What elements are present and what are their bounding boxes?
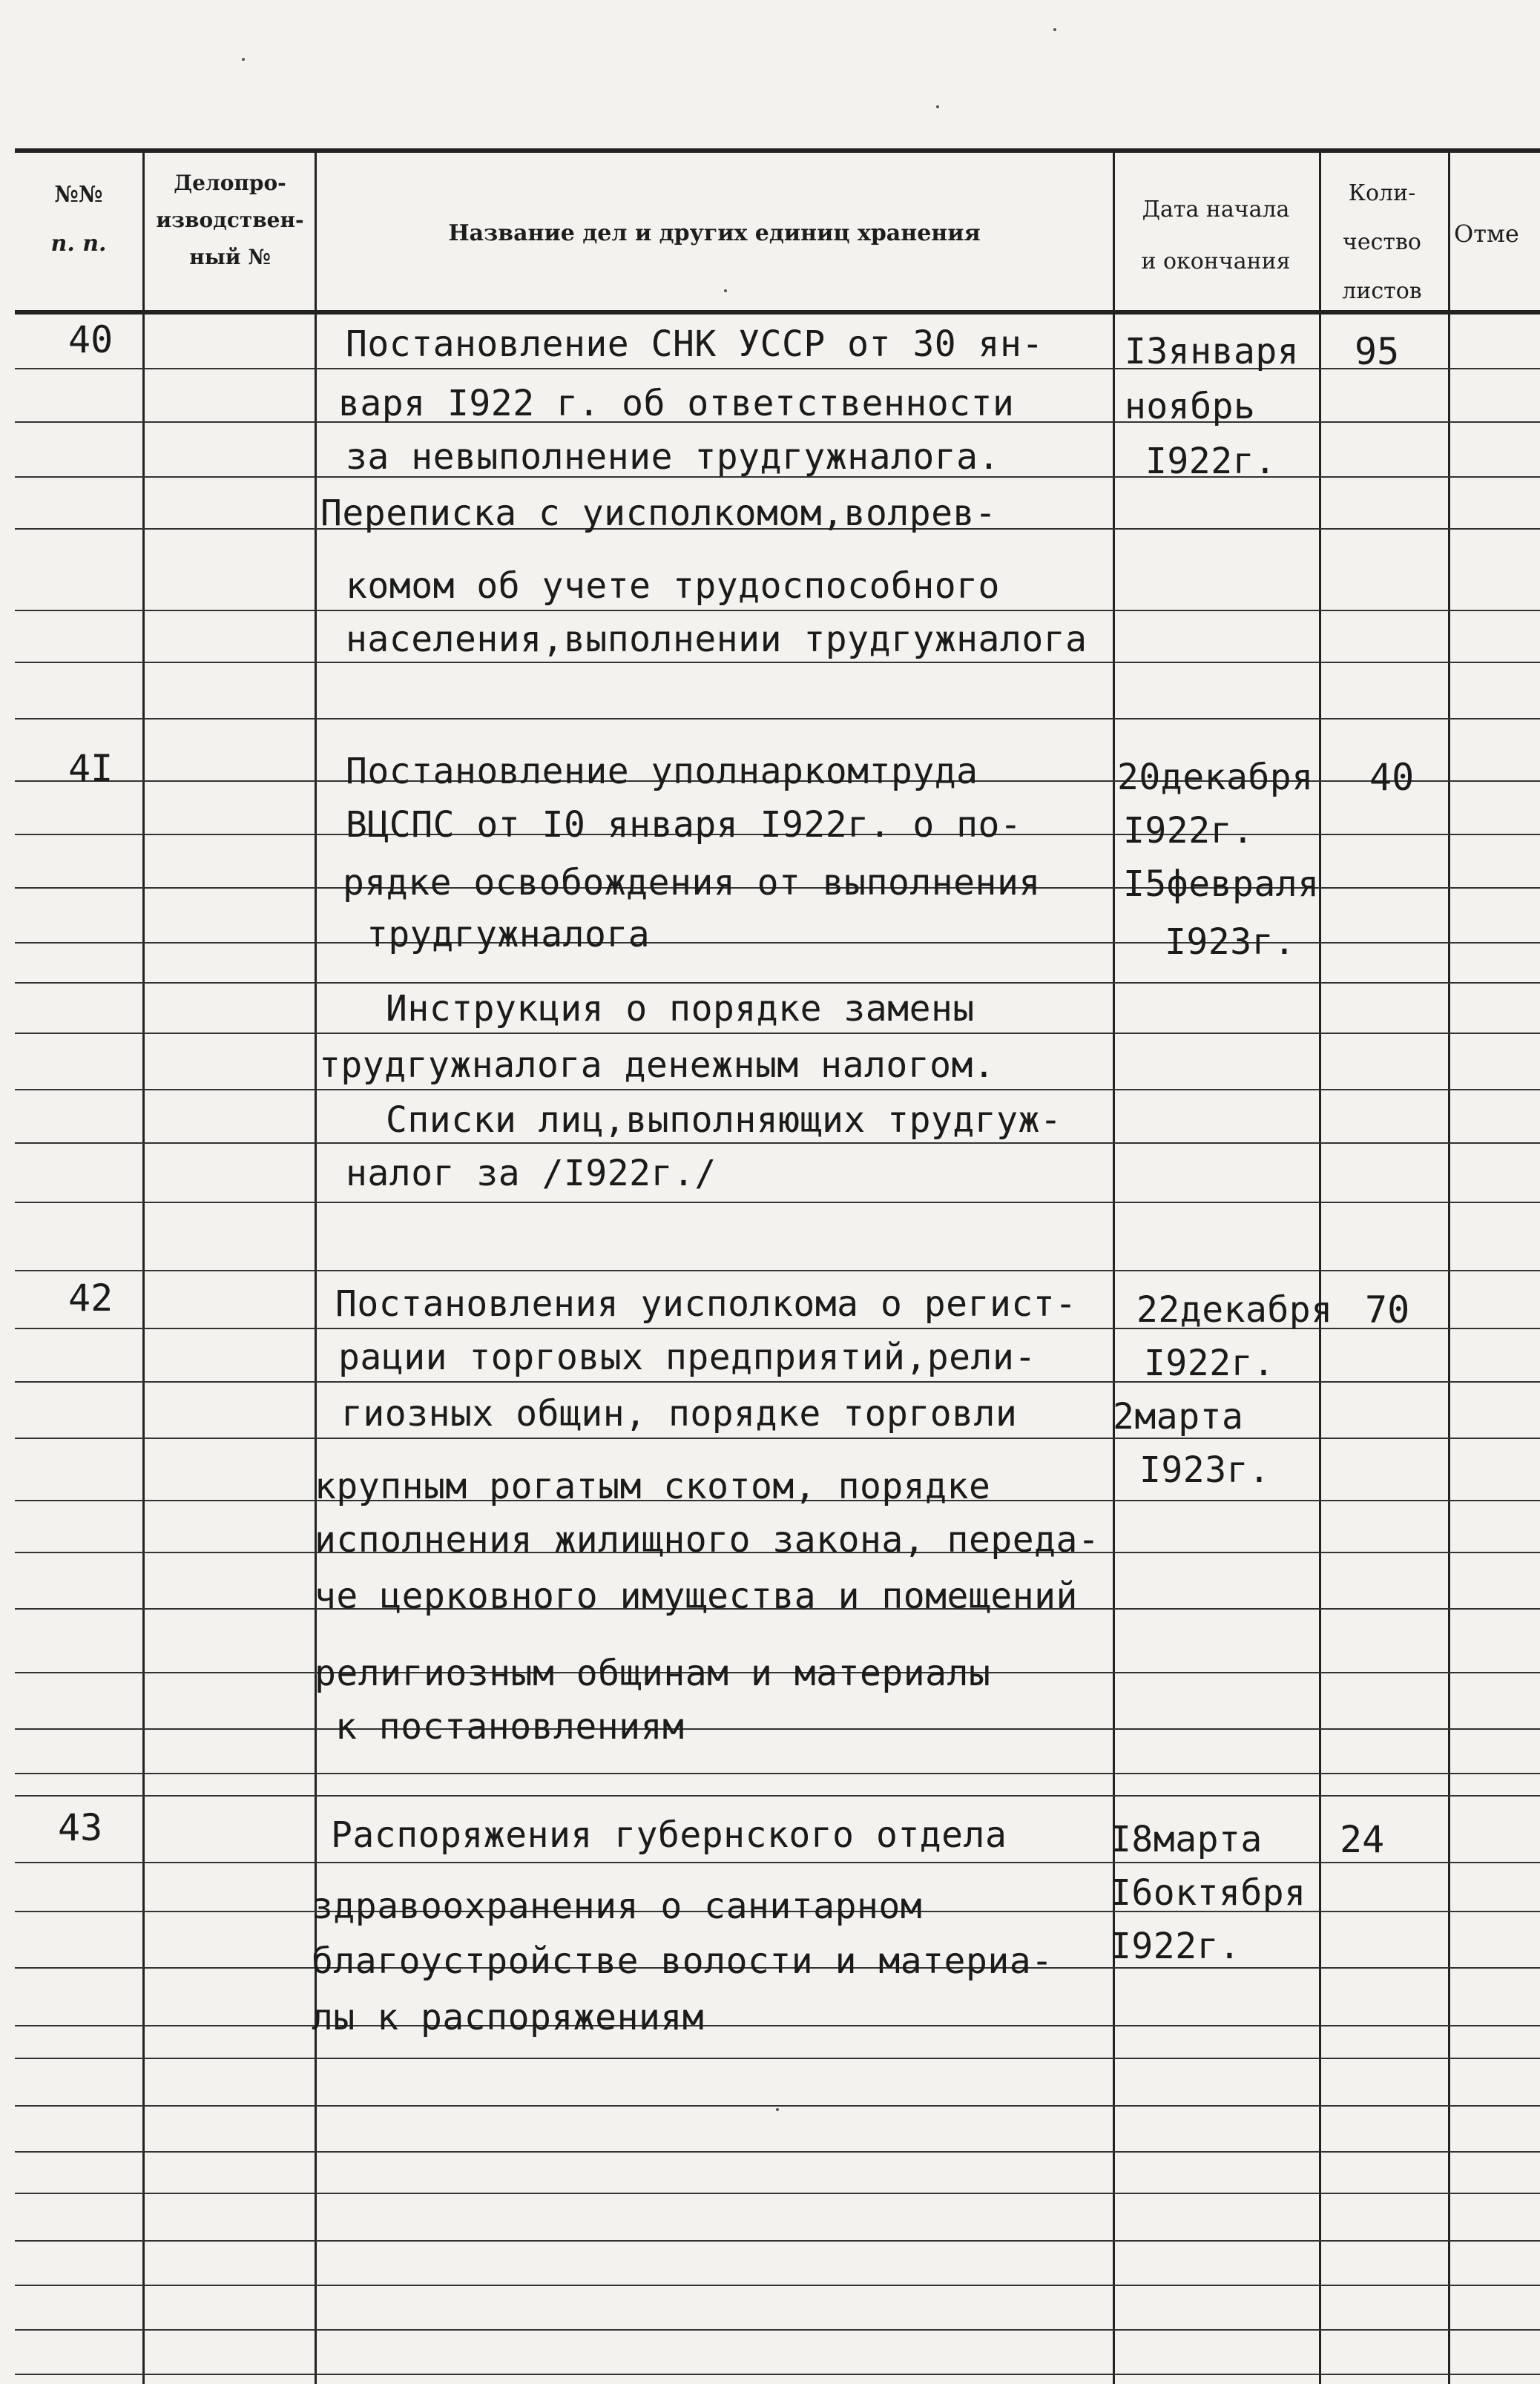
ruled-line [15,2240,1540,2242]
entry-sheet-count: 70 [1365,1288,1410,1331]
ruled-line [15,1773,1540,1774]
header-col-title: Название дел и других единиц хранения [448,220,981,246]
entry-title-line: трудгужналога [366,914,651,955]
ruled-line [15,1728,1540,1730]
header-col-sheets: Коли- чество листов [1342,180,1422,304]
ruled-line [15,1270,1540,1271]
ruled-line [15,942,1540,944]
entry-date: I6октября [1110,1872,1306,1914]
ruled-line [15,1381,1540,1383]
ruled-line [15,718,1540,720]
column-divider-2 [315,148,317,2384]
header-col-number: №№ п. п. [50,182,107,257]
header-col-dates: Дата начала и окончания [1141,197,1291,274]
entry-date: I923г. [1139,1449,1271,1491]
entry-title-line: крупным рогатым скотом, порядке [315,1466,991,1507]
ruled-line [15,1033,1540,1034]
entry-title-line: за невыполнение трудгужналога. [346,436,1000,478]
entry-number: 43 [58,1806,103,1849]
entry-number: 40 [68,318,113,361]
entry-title-line: варя I922 г. об ответственности [338,383,1015,424]
ink-speck [936,105,939,108]
ruled-line [15,2151,1540,2153]
ink-speck [1053,28,1056,31]
entry-date: 2марта [1113,1396,1244,1438]
entry-title-line: лы к распоряжениям [312,1997,705,2038]
entry-date: ноябрь [1125,386,1256,427]
entry-date: 22декабря [1136,1289,1333,1331]
entry-title-line: рядке освобождения от выполнения [343,862,1041,903]
header-top-rule [15,148,1540,153]
entry-sheet-count: 40 [1369,756,1415,799]
entry-sheet-count: 24 [1340,1818,1385,1861]
ruled-line [15,2025,1540,2026]
ruled-line [15,2374,1540,2375]
entry-date: 20декабря [1117,757,1314,798]
ruled-line [15,368,1540,369]
entry-title-line: благоустройстве волости и материа- [312,1940,1053,1982]
ruled-line [15,2329,1540,2331]
entry-title-line: Списки лиц,выполняющих трудгуж- [386,1099,1062,1141]
entry-date: I5февраля [1123,863,1320,905]
column-divider-1 [142,148,145,2384]
ink-speck [776,2108,779,2111]
ruled-line [15,1795,1540,1797]
ruled-line [15,1438,1540,1439]
entry-title-line: рации торговых предприятий,рели- [338,1337,1036,1378]
header-bottom-rule [15,310,1540,315]
entry-title-line: к постановлениям [335,1706,685,1748]
entry-title-line: трудгужналога денежным налогом. [319,1044,996,1086]
ruled-line [15,1202,1540,1203]
entry-number: 42 [68,1277,113,1320]
ink-speck [242,58,245,61]
entry-date: I922г. [1123,810,1254,852]
entry-title-line: исполнения жилищного закона, переда- [315,1519,1100,1561]
entry-date: I922г. [1145,441,1277,482]
entry-date: I922г. [1110,1926,1241,1967]
ruled-line [15,610,1540,611]
entry-title-line: населения,выполнении трудгужналога [346,619,1087,660]
entry-date: I922г. [1144,1343,1275,1384]
entry-date: I3января [1125,331,1300,372]
ruled-line [15,982,1540,984]
entry-title-line: че церковного имущества и помещений [315,1575,1078,1617]
ruled-line [15,2285,1540,2286]
entry-title-line: ВЦСПС от I0 января I922г. о по- [346,804,1022,846]
ruled-line [15,2058,1540,2059]
entry-title-line: Инструкция о порядке замены [386,988,975,1030]
column-divider-3 [1113,148,1115,2384]
header-col-office-number: Делопро- изводствен- ный № [156,171,304,269]
entry-date: I923г. [1165,921,1296,963]
entry-date: I8марта [1110,1819,1263,1860]
entry-title-line: Распоряжения губернского отдела [331,1814,1007,1856]
entry-title-line: гиозных общин, порядке торговли [341,1393,1018,1435]
entry-title-line: Постановление СНК УССР от 30 ян- [346,323,1044,365]
entry-title-line: Переписка с уисполкомом,волрев- [320,493,997,534]
ruled-line [15,1862,1540,1863]
entry-number: 4I [68,747,113,790]
ruled-line [15,2193,1540,2194]
ruled-line [15,1089,1540,1090]
column-divider-5 [1448,148,1450,2384]
entry-title-line: религиозным общинам и материалы [315,1653,991,1694]
entry-sheet-count: 95 [1355,330,1400,373]
header-col-notes: Отме [1454,220,1519,248]
entry-title-line: здравоохранения о санитарном [312,1886,923,1927]
entry-title-line: комом об учете трудоспособного [346,565,1000,607]
ruled-line [15,1142,1540,1144]
ruled-line [15,2105,1540,2107]
ink-speck [724,289,727,292]
column-divider-4 [1319,148,1321,2384]
ruled-line [15,662,1540,663]
entry-title-line: Постановления уисполкома о регист- [335,1283,1077,1325]
entry-title-line: налог за /I922г./ [346,1153,717,1194]
entry-title-line: Постановление уполнаркомтруда [346,751,978,792]
